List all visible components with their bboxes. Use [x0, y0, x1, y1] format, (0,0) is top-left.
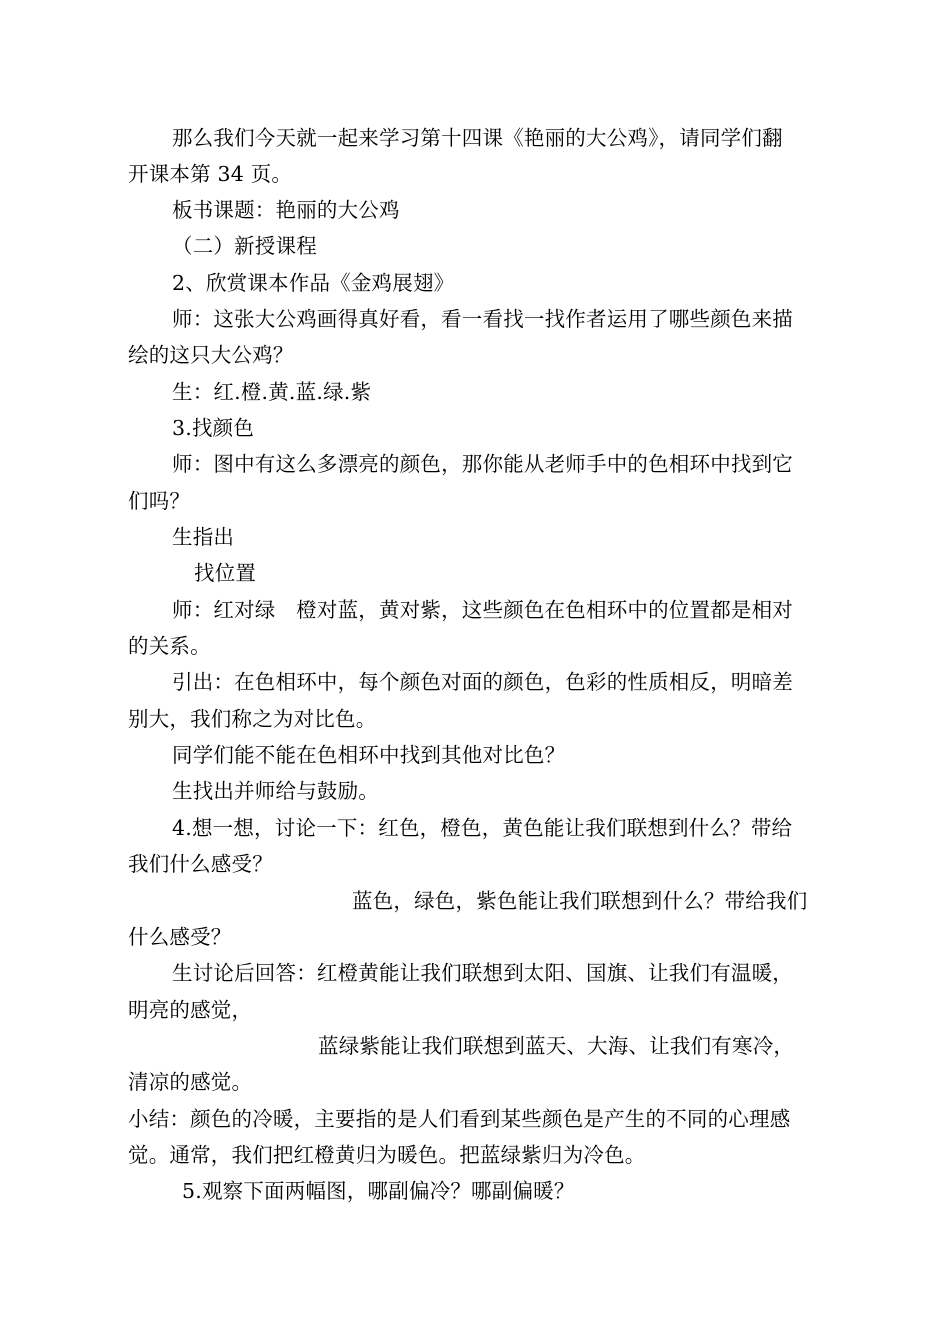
text-line: 觉。通常，我们把红橙黄归为暖色。把蓝绿紫归为冷色。 — [128, 1143, 646, 1167]
text-line: 师：红对绿 橙对蓝，黄对紫，这些颜色在色相环中的位置都是相对 — [172, 598, 793, 622]
text-line: 生指出 — [172, 525, 235, 549]
text-line: 师：图中有这么多漂亮的颜色，那你能从老师手中的色相环中找到它 — [172, 452, 793, 476]
text-line: 生讨论后回答：红橙黄能让我们联想到太阳、国旗、让我们有温暖， — [172, 961, 793, 985]
text-line: 生找出并师给与鼓励。 — [172, 779, 379, 803]
text-line: 明亮的感觉， — [128, 998, 253, 1022]
text-line: 蓝绿紫能让我们联想到蓝天、大海、让我们有寒冷， — [318, 1034, 795, 1058]
text-line: 5.观察下面两幅图，哪副偏冷？哪副偏暖？ — [182, 1179, 575, 1203]
text-line: 绘的这只大公鸡？ — [128, 343, 294, 367]
text-line: 小结：颜色的冷暖，主要指的是人们看到某些颜色是产生的不同的心理感 — [128, 1107, 791, 1131]
text-line: 同学们能不能在色相环中找到其他对比色？ — [172, 743, 566, 767]
text-line: 板书课题：艳丽的大公鸡 — [172, 198, 400, 222]
text-line: 什么感受？ — [128, 925, 232, 949]
text-line: 们吗？ — [128, 489, 191, 513]
text-line: 那么我们今天就一起来学习第十四课《艳丽的大公鸡》，请同学们翻 — [172, 126, 783, 150]
section-heading: （二）新授课程 — [172, 234, 317, 258]
text-line: 的关系。 — [128, 634, 211, 658]
text-line: 师：这张大公鸡画得真好看，看一看找一找作者运用了哪些颜色来描 — [172, 307, 793, 331]
text-line: 我们什么感受？ — [128, 852, 273, 876]
text-line: 找位置 — [194, 561, 257, 585]
text-line: 开课本第 34 页。 — [128, 162, 293, 186]
text-line: 3.找颜色 — [172, 416, 255, 440]
text-line: 别大，我们称之为对比色。 — [128, 707, 377, 731]
text-line: 引出：在色相环中，每个颜色对面的颜色，色彩的性质相反，明暗差 — [172, 670, 793, 694]
text-line: 4.想一想，讨论一下：红色，橙色，黄色能让我们联想到什么？带给 — [172, 816, 793, 840]
text-line: 蓝色，绿色，紫色能让我们联想到什么？带给我们 — [352, 889, 808, 913]
text-line: 2、欣赏课本作品《金鸡展翅》 — [172, 271, 455, 295]
text-line: 清凉的感觉。 — [128, 1070, 253, 1094]
text-line: 生：红.橙.黄.蓝.绿.紫 — [172, 380, 372, 404]
